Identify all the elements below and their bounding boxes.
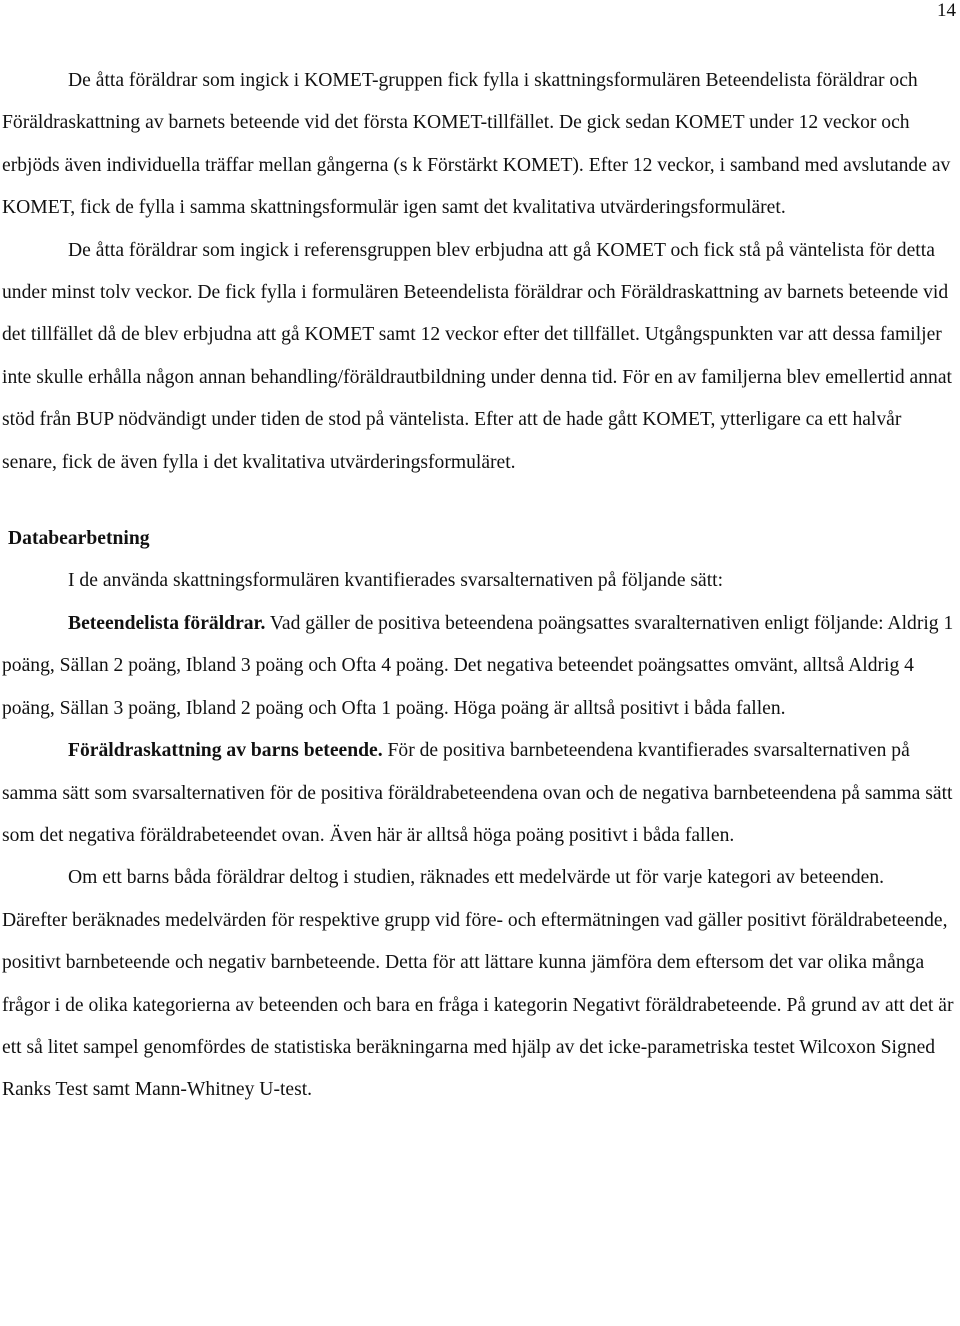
paragraph-analysis: Om ett barns båda föräldrar deltog i studien, räknades ett medelvärde ut för varje kategori av beteenden. Därefter beräknades medelvärden för respektive grupp vid före- och eftermätningen vad gäller positivt föräldrabeteende, positivt barnbeteende och negativ barnbeteende. Detta för att lättare kunna jämföra dem eftersom det var olika många frågor i de olika kategorierna av beteenden och bara en fråga i kategorin Negativt föräldrabeteende. På grund av att det är ett så litet sampel genomfördes de statistiska beräkningarna med hjälp av det icke-parametriska testet Wilcoxon Signed Ranks Test samt Mann-Whitney U-test. — [2, 867, 954, 1101]
page-number: 14 — [937, 0, 956, 21]
paragraph-beteendelista-text: Vad gäller de positiva beteendena poängsattes svaralternativen enligt följande: Aldrig 1 poäng, Sällan 2 poäng, Ibland 3 poäng och Ofta 4 poäng. Det negativa beteendet poängsattes omvänt, alltså Aldrig 4 poäng, Sällan 3 poäng, Ibland 2 poäng och Ofta 1 poäng. Höga poäng är alltså positivt i båda fallen. — [2, 612, 954, 719]
paragraph-foraldraskattning-text: För de positiva barnbeteendena kvantifierades svarsalternativen på samma sätt som svarsalternativen för de positiva föräldrabeteendena ovan och de negativa barnbeteendena på samma sätt som det negativa föräldrabeteendet ovan. Även här är alltså höga poäng positivt i båda fallen. — [2, 740, 953, 846]
paragraph-intro: I de använda skattningsformulären kvantifierades svarsalternativen på följande sätt: — [68, 570, 724, 592]
term-beteendelista: Beteendelista föräldrar. — [68, 612, 266, 634]
paragraph-reference-group: De åtta föräldrar som ingick i referensgruppen blev erbjudna att gå KOMET och fick stå på väntelista för detta under minst tolv veckor. De fick fylla i formulären Beteendelista föräldrar och Föräldraskattning av barnets beteende vid det tillfället då de blev erbjudna att gå KOMET samt 12 veckor efter det tillfället. Utgångspunkten var att dessa familjer inte skulle erhålla någon annan behandling/föräldrautbildning under denna tid. För en av familjerna blev emellertid annat stöd från BUP nödvändigt under tiden de stod på väntelista. Efter att de hade gått KOMET, ytterligare ca ett halvår senare, fick de även fylla i det kvalitativa utvärderingsformuläret. — [2, 239, 952, 473]
document-body — [2, 60, 954, 1112]
paragraph-beteendelista — [2, 603, 954, 730]
section-heading: Databearbetning — [8, 528, 150, 550]
paragraph-komet-group: De åtta föräldrar som ingick i KOMET-gruppen fick fylla i skattningsformulären Beteendelista föräldrar och Föräldraskattning av barnets beteende vid det första KOMET-tillfället. De gick sedan KOMET under 12 veckor och erbjöds även individuella träffar mellan gångerna (s k Förstärkt KOMET). Efter 12 veckor, i samband med avslutande av KOMET, fick de fylla i samma skattningsformulär igen samt det kvalitativa utvärderingsformuläret. — [2, 70, 951, 219]
term-foraldraskattning: Föräldraskattning av barns beteende. — [68, 740, 383, 762]
paragraph-foraldraskattning — [2, 730, 954, 857]
